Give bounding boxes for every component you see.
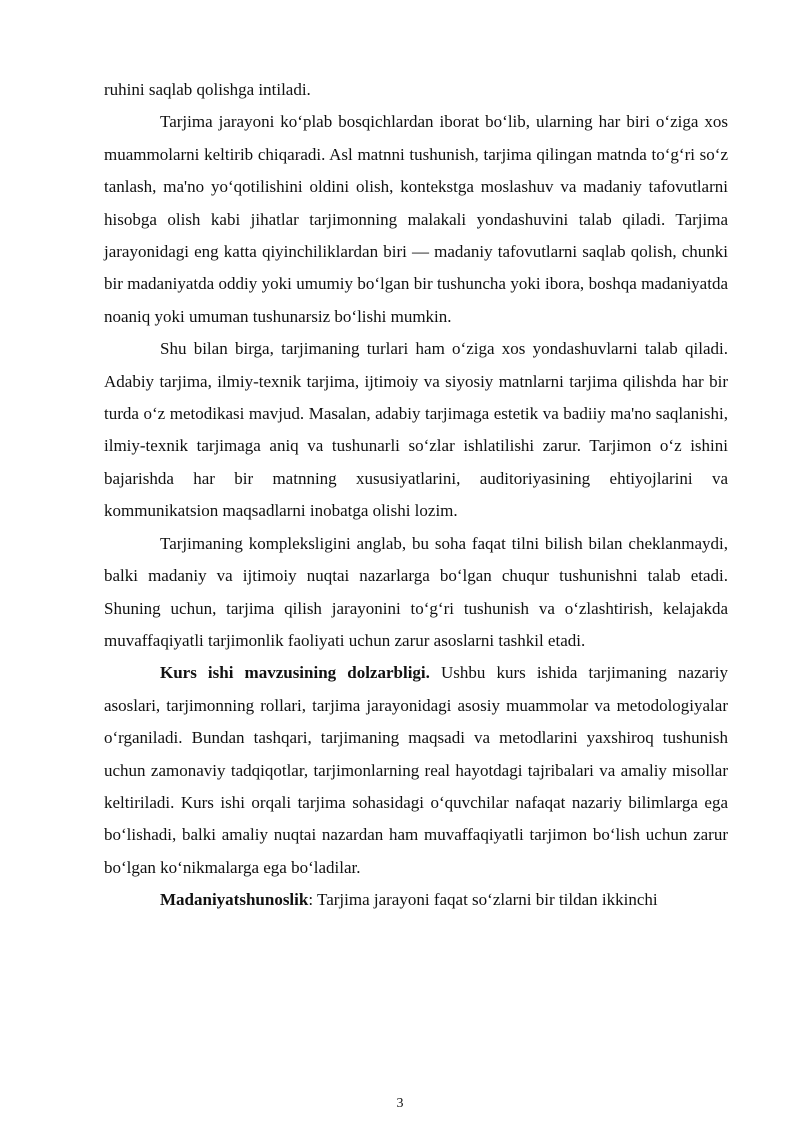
- paragraph-4: [104, 528, 728, 658]
- paragraph-2: [104, 106, 728, 333]
- paragraph-1: [104, 74, 728, 106]
- paragraph-6-heading: Madaniyatshunoslik: [160, 890, 309, 910]
- paragraph-5-heading: Kurs ishi mavzusining dolzarbligi.: [160, 663, 430, 683]
- paragraph-3-text: Shu bilan birga, tarjimaning turlari ham o‘ziga xos yondashuvlarni talab qiladi. Adabiy tarjima, ilmiy-texnik tarjima, ijtimoiy va siyosiy matnlarni tarjima qilishda har bir turda o‘z metodikasi mavjud. Masalan, adabiy tarjimaga estetik va badiiy ma'no saqlanishi, ilmiy-texnik tarjimaga aniq va tushunarli so‘zlar ishlatilishi zarur. Tarjimon o‘z ishini bajarishda har bir matnning xususiyatlarini, auditoriyasining ehtiyojlarini va kommunikatsion maqsadlarni inobatga olishi lozim.: [104, 339, 728, 521]
- paragraph-4-text: Tarjimaning kompleksligini anglab, bu soha faqat tilni bilish bilan cheklanmaydi, balki madaniy va ijtimoiy nuqtai nazarlarga bo‘lgan chuqur tushunishni talab etadi. Shuning uchun, tarjima qilish jarayonini to‘g‘ri tushunish va o‘zlashtirish, kelajakda muvaffaqiyatli tarjimonlik faoliyati uchun zarur asoslarni tashkil etadi.: [104, 533, 728, 650]
- paragraph-1-text: ruhini saqlab qolishga intiladi.: [104, 80, 311, 99]
- document-page: [104, 74, 728, 917]
- paragraph-3: [104, 333, 728, 527]
- page-number: 3: [396, 1096, 404, 1111]
- paragraph-2-text: Tarjima jarayoni ko‘plab bosqichlardan iborat bo‘lib, ularning har biri o‘ziga xos muammolarni keltirib chiqaradi. Asl matnni tushunish, tarjima qilingan matnda to‘g‘ri so‘z tanlash, ma'no yo‘qotilishini oldini olish, kontekstga moslashuv va madaniy tafovutlarni hisobga olish kabi jihatlar tarjimonning malakali yondashuvini talab qiladi. Tarjima jarayonidagi eng katta qiyinchiliklardan biri — madaniy tafovutlarni saqlab qolish, chunki bir madaniyatda oddiy yoki umumiy bo‘lgan bir tushuncha yoki ibora, boshqa madaniyatda noaniq yoki umuman tushunarsiz bo‘lishi mumkin.: [104, 112, 728, 326]
- paragraph-5-text: Ushbu kurs ishida tarjimaning nazariy asoslari, tarjimonning rollari, tarjima jarayonidagi asosiy muammolar va metodologiyalar o‘rganiladi. Bundan tashqari, tarjimaning maqsadi va metodlarini yaxshiroq tushunish uchun zamonaviy tadqiqotlar, tarjimonlarning real hayotdagi tajribalari va amaliy misollar keltiriladi. Kurs ishi orqali tarjima sohasidagi o‘quvchilar nafaqat nazariy bilimlarga ega bo‘lishadi, balki amaliy nuqtai nazardan ham muvaffaqiyatli tarjimon bo‘lish uchun zarur bo‘lgan ko‘nikmalarga ega bo‘ladilar.: [104, 663, 728, 877]
- paragraph-6-text: : Tarjima jarayoni faqat so‘zlarni bir tildan ikkinchi: [308, 890, 658, 910]
- paragraph-6: [104, 884, 728, 916]
- paragraph-5: [104, 657, 728, 884]
